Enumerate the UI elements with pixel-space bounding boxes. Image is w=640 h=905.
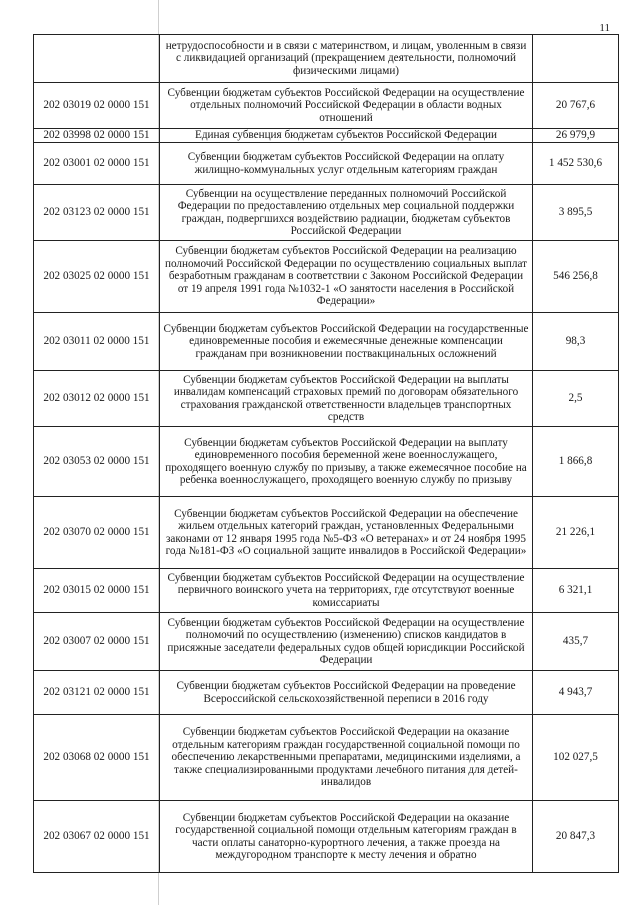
budget-code: 202 03015 02 0000 151 [34, 569, 160, 613]
subventions-table [33, 34, 619, 873]
row-description: Субвенции бюджетам субъектов Российской Федерации на проведение Всероссийской сельскохозяйственной переписи в 2016 году [160, 671, 533, 715]
budget-code: 202 03007 02 0000 151 [34, 613, 160, 671]
row-description: Субвенции бюджетам субъектов Российской Федерации на оказание государственной социальной помощи отдельным категориям граждан в части оплаты санаторно-курортного лечения, а также проезда на междугородном транспорте к месту лечения и обратно [160, 801, 533, 873]
table-row [34, 427, 619, 497]
budget-code: 202 03123 02 0000 151 [34, 185, 160, 241]
budget-code: 202 03012 02 0000 151 [34, 371, 160, 427]
budget-code: 202 03011 02 0000 151 [34, 313, 160, 371]
row-amount: 102 027,5 [533, 715, 619, 801]
row-amount: 20 767,6 [533, 83, 619, 129]
row-amount: 2,5 [533, 371, 619, 427]
row-description: Субвенции бюджетам субъектов Российской Федерации на осуществление полномочий по осуществлению (изменению) списков кандидатов в присяжные заседатели федеральных судов общей юрисдикции Российской Федерации [160, 613, 533, 671]
budget-code: 202 03019 02 0000 151 [34, 83, 160, 129]
page-number: 11 [599, 22, 610, 34]
table-row [34, 241, 619, 313]
budget-code: 202 03070 02 0000 151 [34, 497, 160, 569]
row-amount [533, 35, 619, 83]
row-amount: 98,3 [533, 313, 619, 371]
table-row [34, 371, 619, 427]
table-row [34, 313, 619, 371]
row-description: Субвенции бюджетам субъектов Российской Федерации на государственные единовременные пособия и ежемесячные денежные компенсации гражданам при возникновении поствакцинальных осложнений [160, 313, 533, 371]
row-amount: 3 895,5 [533, 185, 619, 241]
budget-code: 202 03067 02 0000 151 [34, 801, 160, 873]
row-description: Субвенции бюджетам субъектов Российской Федерации на оказание отдельным категориям граждан государственной социальной помощи по обеспечению лекарственными препаратами, медицинскими изделиями, а также специализированными продуктами лечебного питания для детей-инвалидов [160, 715, 533, 801]
budget-code: 202 03053 02 0000 151 [34, 427, 160, 497]
budget-code: 202 03998 02 0000 151 [34, 129, 160, 143]
row-amount: 435,7 [533, 613, 619, 671]
row-description: Субвенции бюджетам субъектов Российской Федерации на обеспечение жильем отдельных категорий граждан, установленных Федеральными законами от 12 января 1995 года №5-ФЗ «О ветеранах» и от 24 ноября 1995 года №181-ФЗ «О социальной защите инвалидов в Российской Федерации» [160, 497, 533, 569]
table-row [34, 569, 619, 613]
row-amount: 6 321,1 [533, 569, 619, 613]
budget-code: 202 03068 02 0000 151 [34, 715, 160, 801]
row-description: нетрудоспособности и в связи с материнством, и лицам, уволенным в связи с ликвидацией организаций (прекращением деятельности, полномочий физическими лицами) [160, 35, 533, 83]
row-description: Субвенции бюджетам субъектов Российской Федерации на осуществление первичного воинского учета на территориях, где отсутствуют военные комиссариаты [160, 569, 533, 613]
table-row [34, 129, 619, 143]
table-row [34, 35, 619, 83]
row-description: Субвенции бюджетам субъектов Российской Федерации на реализацию полномочий Российской Федерации по осуществлению социальных выплат безработным гражданам в соответствии с Законом Российской Федерации от 19 апреля 1991 года №1032-1 «О занятости населения в Российской Федерации» [160, 241, 533, 313]
table-row [34, 613, 619, 671]
row-description: Единая субвенция бюджетам субъектов Российской Федерации [160, 129, 533, 143]
budget-code: 202 03025 02 0000 151 [34, 241, 160, 313]
row-amount: 1 866,8 [533, 427, 619, 497]
budget-code: 202 03121 02 0000 151 [34, 671, 160, 715]
row-amount: 546 256,8 [533, 241, 619, 313]
table-row [34, 715, 619, 801]
row-amount: 4 943,7 [533, 671, 619, 715]
row-amount: 20 847,3 [533, 801, 619, 873]
table-row [34, 801, 619, 873]
row-amount: 26 979,9 [533, 129, 619, 143]
row-description: Субвенции на осуществление переданных полномочий Российской Федерации по предоставлению отдельных мер социальной поддержки граждан, подвергшихся воздействию радиации, бюджетам субъектов Российской Федерации [160, 185, 533, 241]
row-description: Субвенции бюджетам субъектов Российской Федерации на осуществление отдельных полномочий Российской Федерации в области водных отношений [160, 83, 533, 129]
budget-code [34, 35, 160, 83]
table-row [34, 143, 619, 185]
budget-code: 202 03001 02 0000 151 [34, 143, 160, 185]
row-description: Субвенции бюджетам субъектов Российской Федерации на оплату жилищно-коммунальных услуг отдельным категориям граждан [160, 143, 533, 185]
row-amount: 21 226,1 [533, 497, 619, 569]
table-row [34, 497, 619, 569]
table-row [34, 83, 619, 129]
row-description: Субвенции бюджетам субъектов Российской Федерации на выплату единовременного пособия беременной жене военнослужащего, проходящего военную службу по призыву, а также ежемесячное пособие на ребенка военнослужащего, проходящего военную службу по призыву [160, 427, 533, 497]
table-row [34, 671, 619, 715]
table-row [34, 185, 619, 241]
row-description: Субвенции бюджетам субъектов Российской Федерации на выплаты инвалидам компенсаций страховых премий по договорам обязательного страхования гражданской ответственности владельцев транспортных средств [160, 371, 533, 427]
row-amount: 1 452 530,6 [533, 143, 619, 185]
